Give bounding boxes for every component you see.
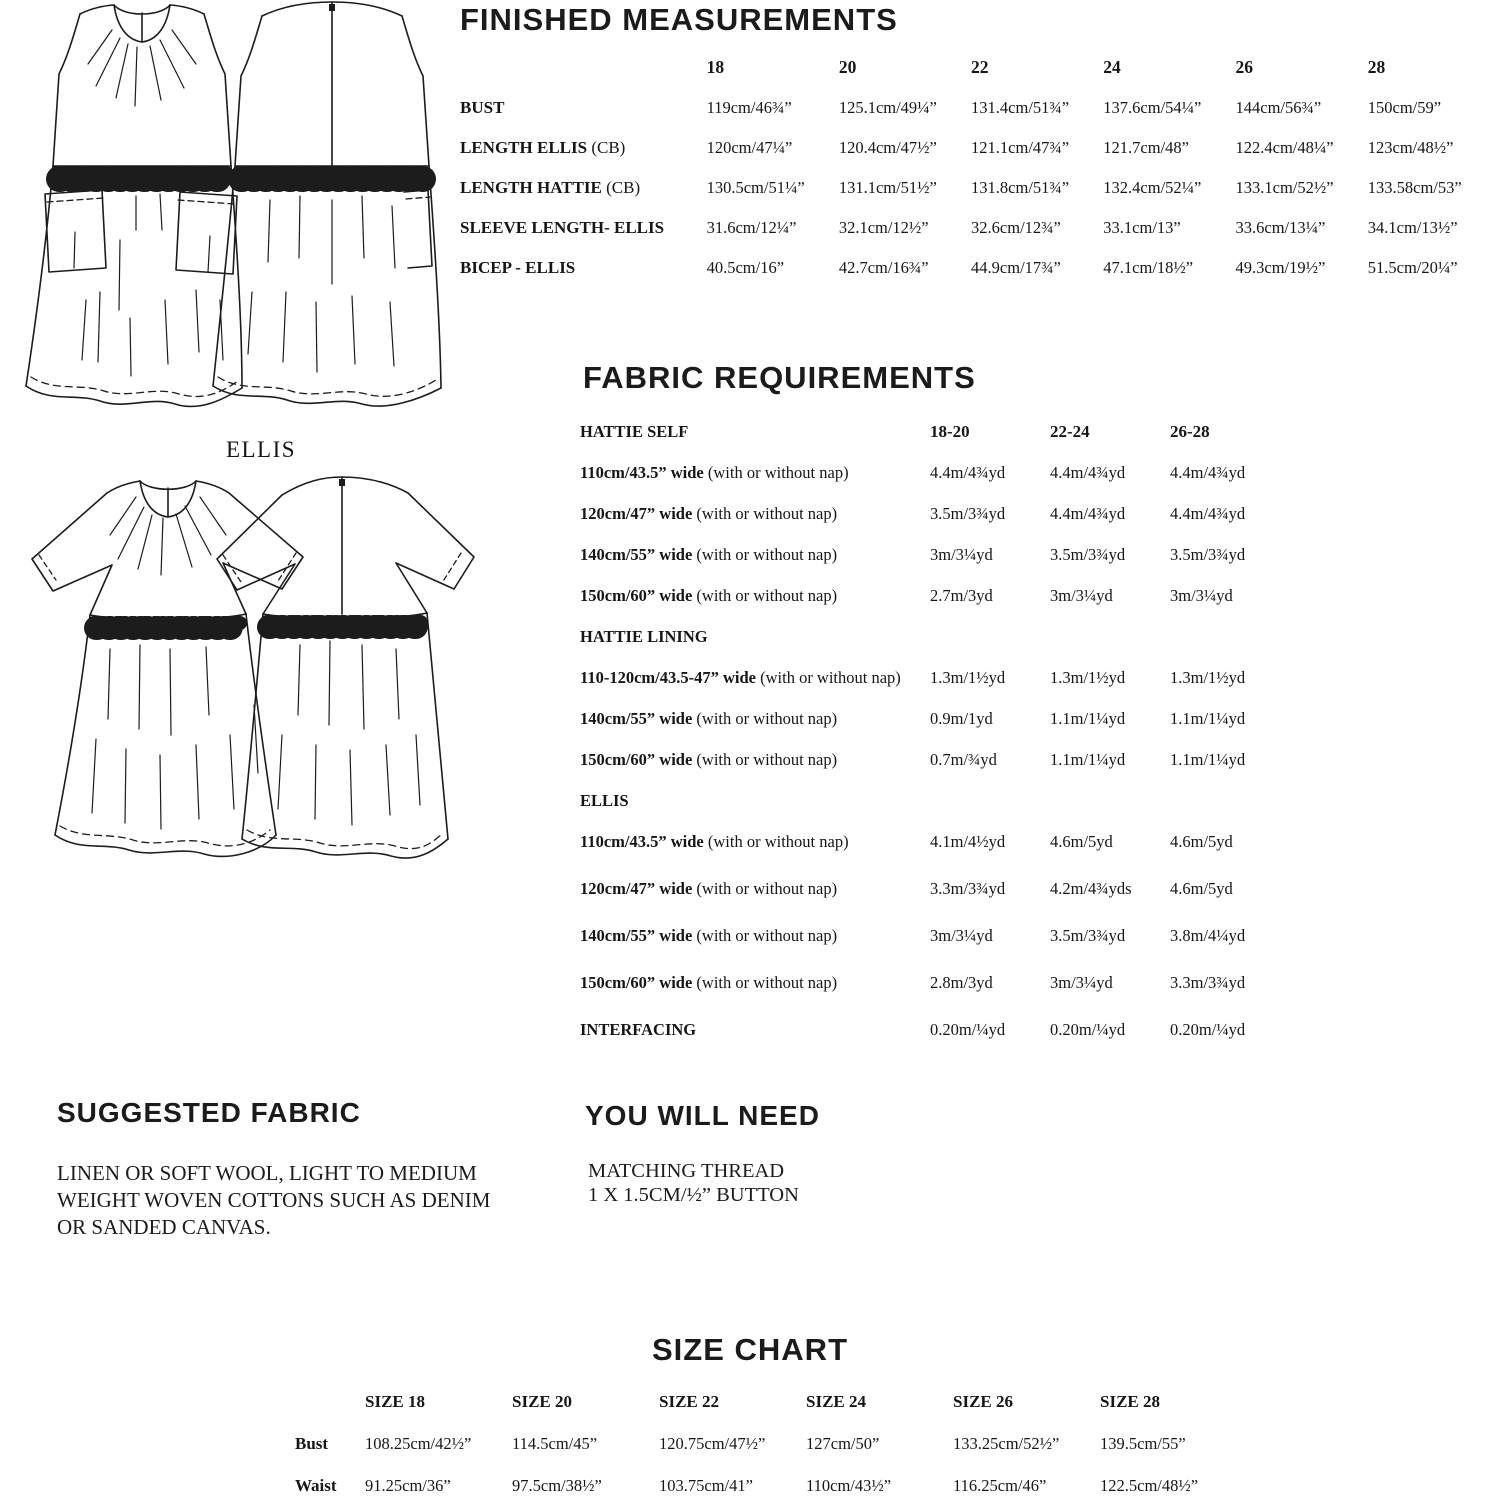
you-will-need-title: YOU WILL NEED — [585, 1100, 820, 1131]
measurement-value: 47.1cm/18½” — [1103, 258, 1194, 277]
table-row-bicep — [460, 258, 1500, 298]
hattie-back-view — [213, 2, 441, 406]
measurement-value: 51.5cm/20¼” — [1367, 258, 1458, 277]
yardage-value: 3.5m/3¾yd — [1050, 545, 1126, 564]
yardage-value: 1.1m/1¼yd — [1050, 750, 1126, 769]
body-measurement-value: 127cm/50” — [806, 1434, 880, 1453]
yardage-value: 0.20m/¼yd — [1170, 1020, 1246, 1039]
body-measurement-value: 116.25cm/46” — [953, 1476, 1047, 1495]
table-row-interfacing: INTERFACING 0.20m/¼yd 0.20m/¼yd 0.20m/¼yd — [580, 1020, 1500, 1067]
finished-measurements-table — [460, 57, 1500, 298]
size-header: 18 — [706, 57, 725, 77]
size-header: SIZE 22 — [659, 1392, 719, 1411]
table-header-row — [295, 1392, 1247, 1434]
row-label: BICEP - ELLIS — [460, 258, 576, 277]
hattie-technical-drawing — [0, 0, 445, 434]
table-header-row — [580, 422, 1500, 463]
body-measurement-value: 120.75cm/47½” — [659, 1434, 766, 1453]
size-header: SIZE 18 — [365, 1392, 425, 1411]
measurement-value: 119cm/46¾” — [706, 98, 792, 117]
measurement-value: 137.6cm/54¼” — [1103, 98, 1202, 117]
yardage-value: 0.20m/¼yd — [930, 1020, 1006, 1039]
measurement-value: 131.1cm/51½” — [838, 178, 937, 197]
size-header: 24 — [1103, 57, 1121, 77]
measurement-value: 150cm/59” — [1367, 98, 1442, 117]
table-row: 140cm/55” wide (with or without nap) 3m/3¼yd 3.5m/3¾yd 3.8m/4¼yd — [580, 926, 1500, 973]
finished-measurements-title: FINISHED MEASUREMENTS — [460, 2, 898, 37]
measurement-value: 133.58cm/53” — [1367, 178, 1462, 197]
yardage-value: 4.6m/5yd — [1170, 832, 1233, 851]
row-label: BUST — [460, 98, 505, 117]
yardage-value: 4.4m/4¾yd — [1170, 463, 1246, 482]
measurement-value: 44.9cm/17¾” — [971, 258, 1061, 277]
yardage-value: 3.5m/3¾yd — [930, 504, 1006, 523]
yardage-value: 4.1m/4½yd — [930, 832, 1006, 851]
table-row: 110cm/43.5” wide (with or without nap) 4.4m/4¾yd 4.4m/4¾yd 4.4m/4¾yd — [580, 463, 1500, 504]
yardage-value: 1.1m/1¼yd — [1170, 750, 1246, 769]
you-will-need-line: MATCHING THREAD — [588, 1160, 785, 1182]
you-will-need-line: 1 X 1.5CM/½” BUTTON — [588, 1184, 799, 1206]
table-row-waist — [295, 1476, 1247, 1500]
measurement-value: 42.7cm/16¾” — [838, 258, 929, 277]
section-heading: HATTIE LINING — [580, 627, 708, 646]
section-heading-row — [580, 791, 1500, 832]
body-measurement-value: 122.5cm/48½” — [1100, 1476, 1199, 1495]
yardage-value: 2.7m/3yd — [930, 586, 993, 605]
body-measurement-value: 97.5cm/38½” — [512, 1476, 602, 1495]
measurement-value: 132.4cm/52¼” — [1103, 178, 1202, 197]
table-header-row — [460, 57, 1500, 98]
yardage-value: 4.2m/4¾yds — [1050, 879, 1132, 898]
body-measurement-value: 110cm/43½” — [806, 1476, 892, 1495]
table-row: 150cm/60” wide (with or without nap) 2.8m/3yd 3m/3¼yd 3.3m/3¾yd — [580, 973, 1500, 1020]
row-label: LENGTH ELLIS — [460, 138, 588, 157]
size-header: 22 — [971, 57, 989, 77]
ellis-back-view — [217, 477, 474, 858]
body-measurement-value: 103.75cm/41” — [659, 1476, 753, 1495]
yardage-value: 4.4m/4¾yd — [1050, 463, 1126, 482]
fabric-requirements-table — [580, 422, 1500, 1067]
hattie-front-view — [26, 5, 242, 406]
yardage-value: 4.6m/5yd — [1170, 879, 1233, 898]
measurement-value: 31.6cm/12¼” — [706, 218, 797, 237]
section-heading-row — [580, 627, 1500, 668]
section-heading: ELLIS — [580, 791, 629, 810]
yardage-value: 0.7m/¾yd — [930, 750, 997, 769]
row-label: SLEEVE LENGTH- ELLIS — [460, 218, 665, 237]
yardage-value: 3m/3¼yd — [930, 926, 993, 945]
table-row-bust — [295, 1434, 1247, 1476]
ellis-drawing-caption: ELLIS — [225, 437, 297, 462]
size-group-header: 22-24 — [1050, 422, 1090, 441]
size-header: SIZE 26 — [953, 1392, 1013, 1411]
you-will-need-text — [588, 1159, 918, 1207]
yardage-value: 1.1m/1¼yd — [1050, 709, 1126, 728]
table-row: 150cm/60” wide (with or without nap) 2.7m/3yd 3m/3¼yd 3m/3¼yd — [580, 586, 1500, 627]
size-group-header: 18-20 — [930, 422, 970, 441]
measurement-value: 125.1cm/49¼” — [838, 98, 937, 117]
yardage-value: 3.5m/3¾yd — [1170, 545, 1246, 564]
yardage-value: 3.8m/4¼yd — [1170, 926, 1246, 945]
section-heading: HATTIE SELF — [580, 422, 689, 441]
ellis-front-view — [32, 481, 303, 856]
yardage-value: 4.4m/4¾yd — [930, 463, 1006, 482]
measurement-value: 133.1cm/52½” — [1235, 178, 1334, 197]
yardage-value: 3.3m/3¾yd — [1170, 973, 1246, 992]
body-measurement-value: 91.25cm/36” — [365, 1476, 451, 1495]
size-chart-table — [295, 1392, 1247, 1500]
yardage-value: 1.3m/1½yd — [930, 668, 1006, 687]
suggested-fabric-line: LINEN OR SOFT WOOL, LIGHT TO MEDIUM — [57, 1161, 477, 1185]
table-row-length-ellis: LENGTH ELLIS (CB) 120cm/47¼” 120.4cm/47½” 121.1cm/47¾” 121.7cm/48” 122.4cm/48¼” 123cm/48½” — [460, 138, 1500, 178]
suggested-fabric-line: WEIGHT WOVEN COTTONS SUCH AS DENIM — [57, 1188, 491, 1212]
measurement-value: 120.4cm/47½” — [838, 138, 937, 157]
yardage-value: 3m/3¼yd — [930, 545, 993, 564]
yardage-value: 3m/3¼yd — [1170, 586, 1233, 605]
zip-marker — [329, 4, 335, 11]
body-measurement-value: 114.5cm/45” — [512, 1434, 598, 1453]
yardage-value: 3m/3¼yd — [1050, 973, 1113, 992]
row-label: Waist — [295, 1476, 337, 1495]
size-chart-title: SIZE CHART — [652, 1332, 848, 1367]
yardage-value: 2.8m/3yd — [930, 973, 993, 992]
measurement-value: 123cm/48½” — [1367, 138, 1454, 157]
ellis-technical-drawing — [10, 463, 495, 865]
table-row: 110-120cm/43.5-47” wide (with or without nap) 1.3m/1½yd 1.3m/1½yd 1.3m/1½yd — [580, 668, 1500, 709]
measurement-value: 33.1cm/13” — [1103, 218, 1181, 237]
patch-pocket — [45, 190, 106, 272]
measurement-value: 33.6cm/13¼” — [1235, 218, 1326, 237]
size-header: 20 — [838, 57, 857, 77]
size-header: 28 — [1367, 57, 1386, 77]
table-row-length-hattie: LENGTH HATTIE (CB) 130.5cm/51¼” 131.1cm/51½” 131.8cm/51¾” 132.4cm/52¼” 133.1cm/52½” 133.58cm/53” — [460, 178, 1500, 218]
measurement-value: 121.7cm/48” — [1103, 138, 1189, 157]
patch-pocket — [176, 192, 237, 274]
yardage-value: 4.4m/4¾yd — [1170, 504, 1246, 523]
suggested-fabric-text — [57, 1160, 517, 1241]
yardage-value: 0.20m/¼yd — [1050, 1020, 1126, 1039]
measurement-value: 34.1cm/13½” — [1367, 218, 1458, 237]
size-header: SIZE 28 — [1100, 1392, 1160, 1411]
yardage-value: 4.4m/4¾yd — [1050, 504, 1126, 523]
table-row: 120cm/47” wide (with or without nap) 3.3m/3¾yd 4.2m/4¾yds 4.6m/5yd — [580, 879, 1500, 926]
measurement-value: 49.3cm/19½” — [1235, 258, 1326, 277]
row-label: Bust — [295, 1434, 329, 1453]
yardage-value: 1.3m/1½yd — [1050, 668, 1126, 687]
size-header: 26 — [1235, 57, 1254, 77]
measurement-value: 131.8cm/51¾” — [971, 178, 1070, 197]
table-row-sleeve-length — [460, 218, 1500, 258]
yardage-value: 1.1m/1¼yd — [1170, 709, 1246, 728]
suggested-fabric-line: OR SANDED CANVAS. — [57, 1215, 271, 1239]
measurement-value: 32.1cm/12½” — [838, 218, 929, 237]
suggested-fabric-title: SUGGESTED FABRIC — [57, 1097, 361, 1128]
measurement-value: 131.4cm/51¾” — [971, 98, 1070, 117]
size-header: SIZE 20 — [512, 1392, 572, 1411]
yardage-value: 3m/3¼yd — [1050, 586, 1113, 605]
table-row: 140cm/55” wide (with or without nap) 0.9m/1yd 1.1m/1¼yd 1.1m/1¼yd — [580, 709, 1500, 750]
yardage-value: 0.9m/1yd — [930, 709, 993, 728]
yardage-value: 1.3m/1½yd — [1170, 668, 1246, 687]
size-group-header: 26-28 — [1170, 422, 1210, 441]
yardage-value: 3.5m/3¾yd — [1050, 926, 1126, 945]
measurement-value: 122.4cm/48¼” — [1235, 138, 1334, 157]
table-row: 120cm/47” wide (with or without nap) 3.5m/3¾yd 4.4m/4¾yd 4.4m/4¾yd — [580, 504, 1500, 545]
fabric-requirements-title: FABRIC REQUIREMENTS — [583, 360, 976, 395]
row-label: LENGTH HATTIE — [460, 178, 602, 197]
body-measurement-value: 139.5cm/55” — [1100, 1434, 1186, 1453]
measurement-value: 130.5cm/51¼” — [706, 178, 805, 197]
table-row: 110cm/43.5” wide (with or without nap) 4.1m/4½yd 4.6m/5yd 4.6m/5yd — [580, 832, 1500, 879]
measurement-value: 144cm/56¾” — [1235, 98, 1322, 117]
yardage-value: 3.3m/3¾yd — [930, 879, 1006, 898]
table-row: 150cm/60” wide (with or without nap) 0.7m/¾yd 1.1m/1¼yd 1.1m/1¼yd — [580, 750, 1500, 791]
measurement-value: 120cm/47¼” — [706, 138, 793, 157]
measurement-value: 40.5cm/16” — [706, 258, 785, 277]
body-measurement-value: 133.25cm/52½” — [953, 1434, 1060, 1453]
body-measurement-value: 108.25cm/42½” — [365, 1434, 472, 1453]
measurement-value: 32.6cm/12¾” — [971, 218, 1061, 237]
table-row-bust — [460, 98, 1500, 138]
zip-marker — [339, 479, 345, 486]
size-header: SIZE 24 — [806, 1392, 866, 1411]
measurement-value: 121.1cm/47¾” — [971, 138, 1070, 157]
table-row: 140cm/55” wide (with or without nap) 3m/3¼yd 3.5m/3¾yd 3.5m/3¾yd — [580, 545, 1500, 586]
yardage-value: 4.6m/5yd — [1050, 832, 1113, 851]
